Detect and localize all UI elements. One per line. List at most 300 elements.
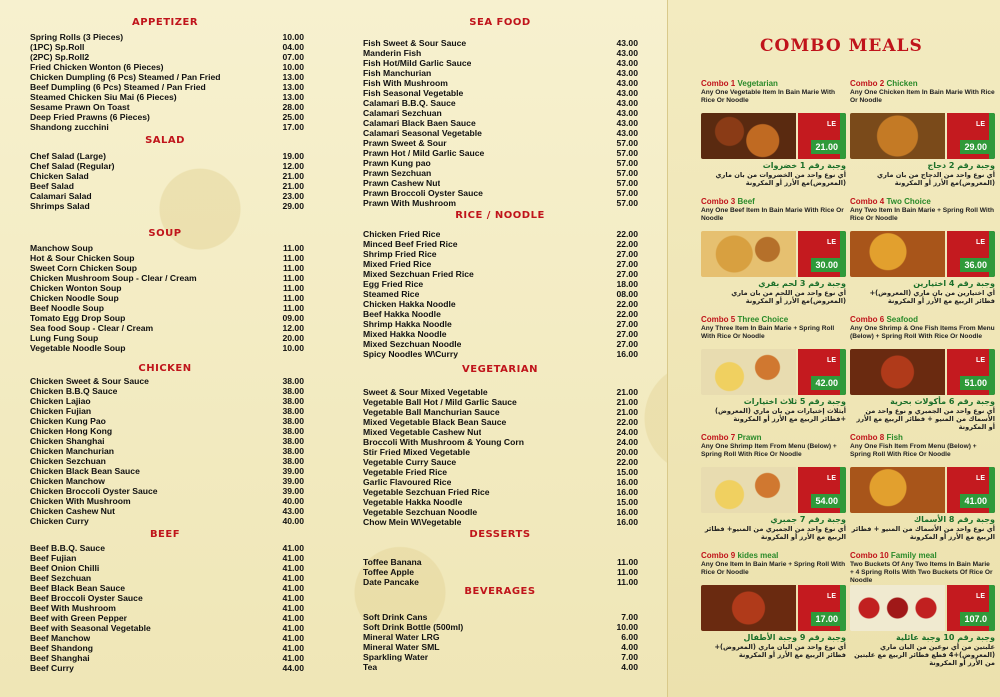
- combo-heading: [701, 197, 846, 207]
- menu-item-name: Prawn Sezchuan: [363, 168, 432, 178]
- menu-item-price: 21.00: [616, 387, 638, 397]
- section-title-chicken: CHICKEN: [138, 363, 192, 374]
- menu-item: [30, 553, 304, 563]
- menu-item-name: Prawn Broccoli Oyster Sauce: [363, 188, 483, 198]
- combo-card[interactable]: [850, 197, 995, 313]
- menu-item-name: Egg Fried Rice: [363, 279, 424, 289]
- menu-item-price: 57.00: [616, 168, 638, 178]
- menu-item-name: Toffee Banana: [363, 557, 422, 567]
- section-title-vegetarian: VEGETARIAN: [462, 364, 538, 375]
- combo-name: Family meal: [890, 551, 937, 560]
- menu-item: [363, 497, 638, 507]
- combo-price: 42.00: [811, 376, 842, 390]
- combo-photo: [701, 467, 846, 513]
- menu-item-name: Steamed Rice: [363, 289, 420, 299]
- menu-item-name: Steamed Chicken Siu Mai (6 Pieces): [30, 92, 177, 102]
- menu-item: [30, 456, 304, 466]
- food-image: [701, 113, 796, 159]
- menu-item-price: 28.00: [282, 102, 304, 112]
- menu-item-price: 12.00: [282, 161, 304, 171]
- menu-item-name: Chicken Noodle Soup: [30, 293, 119, 303]
- menu-item: [363, 269, 638, 279]
- combo-photo: [701, 113, 846, 159]
- menu-item: [30, 376, 304, 386]
- menu-item-name: Mixed Fried Rice: [363, 259, 432, 269]
- menu-item-price: 15.00: [616, 467, 638, 477]
- combo-arabic-description: أي نوع واحد من البان ماري (المعروض)+ فطائر الربيع مع الأرز أو المكرونة: [714, 643, 846, 659]
- menu-item: [30, 573, 304, 583]
- combo-number: Combo 9: [701, 551, 736, 560]
- menu-item-name: Chef Salad (Regular): [30, 161, 115, 171]
- menu-item: [363, 168, 638, 178]
- menu-item: [363, 417, 638, 427]
- menu-item-name: Chicken Sweet & Sour Sauce: [30, 376, 149, 386]
- menu-item-price: 10.00: [282, 343, 304, 353]
- combo-name: Fish: [886, 433, 903, 442]
- combo-number: Combo 2: [850, 79, 885, 88]
- menu-item-price: 40.00: [282, 496, 304, 506]
- menu-item-name: Chicken Hakka Noodle: [363, 299, 456, 309]
- combo-heading: [701, 315, 846, 325]
- combo-card[interactable]: [701, 197, 846, 313]
- menu-item-name: Chicken Salad: [30, 171, 89, 181]
- combo-description: Any One Shrimp Item From Menu (Below) + Spring Roll With Rice Or Noodle: [701, 443, 837, 458]
- menu-item-price: 13.00: [282, 82, 304, 92]
- menu-item-price: 13.00: [282, 92, 304, 102]
- menu-item: [363, 58, 638, 68]
- menu-item-name: Beef With Mushroom: [30, 603, 116, 613]
- menu-item-price: 24.00: [616, 437, 638, 447]
- menu-item: [30, 486, 304, 496]
- menu-item-price: 57.00: [616, 188, 638, 198]
- menu-item: [363, 437, 638, 447]
- menu-item: [30, 593, 304, 603]
- menu-item: [30, 243, 304, 253]
- menu-item-name: Chicken Fujian: [30, 406, 92, 416]
- menu-item: [363, 407, 638, 417]
- menu-item-name: Beef Shanghai: [30, 653, 90, 663]
- menu-item: [363, 289, 638, 299]
- combo-photo: [850, 467, 995, 513]
- combo-arabic-description: علبتين من أي نوعين من البان ماري (المعروض)+4 قطع فطائر الربيع مع علبتين من الأرز أو المكرونة: [854, 643, 995, 667]
- menu-item-price: 41.00: [282, 623, 304, 633]
- menu-item-price: 27.00: [616, 269, 638, 279]
- menu-item-price: 57.00: [616, 158, 638, 168]
- menu-item: [30, 32, 304, 42]
- menu-item-price: 20.00: [616, 447, 638, 457]
- combo-photo: [850, 113, 995, 159]
- menu-item-name: Chicken Sezchuan: [30, 456, 106, 466]
- combo-card[interactable]: [701, 79, 846, 195]
- menu-item: [363, 447, 638, 457]
- combo-name: Vegetarian: [737, 79, 778, 88]
- menu-item-price: 43.00: [616, 78, 638, 88]
- menu-item-price: 16.00: [616, 487, 638, 497]
- menu-item-name: Chicken With Mushroom: [30, 496, 131, 506]
- menu-item-name: Sweet Corn Chicken Soup: [30, 263, 137, 273]
- menu-item: [363, 188, 638, 198]
- menu-item-name: Chicken Broccoli Oyster Sauce: [30, 486, 158, 496]
- combo-arabic-title: وجبة رقم 6 مأكولات بحرية: [890, 397, 995, 406]
- combo-description: Any One Beef Item In Bain Marie With Rice Or Noodle: [701, 207, 844, 222]
- watermark: ​: [166, 564, 194, 603]
- menu-item: [30, 406, 304, 416]
- list-vegetarian: [363, 387, 638, 527]
- menu-item: [30, 543, 304, 553]
- menu-item-name: Beef Shandong: [30, 643, 94, 653]
- menu-item-name: Prawn Hot / Mild Garlic Sauce: [363, 148, 485, 158]
- combo-name: Three Choice: [737, 315, 789, 324]
- menu-item: [363, 477, 638, 487]
- menu-item-name: Chicken Lajiao: [30, 396, 91, 406]
- food-image: [701, 585, 796, 631]
- menu-item-price: 07.00: [282, 52, 304, 62]
- menu-item-name: Beef Salad: [30, 181, 74, 191]
- combo-price: 29.00: [960, 140, 991, 154]
- menu-item: [363, 467, 638, 477]
- menu-item-name: Mineral Water LRG: [363, 632, 440, 642]
- combo-description: Any One Chicken Item In Bain Marie With Rice Or Noodle: [850, 89, 995, 104]
- menu-item: [363, 229, 638, 239]
- menu-item-price: 41.00: [282, 583, 304, 593]
- menu-item-name: Prawn Cashew Nut: [363, 178, 441, 188]
- combo-card[interactable]: [701, 315, 846, 431]
- menu-item-name: Shrimp Hakka Noodle: [363, 319, 452, 329]
- currency-label: LE: [827, 121, 836, 128]
- food-image: [850, 585, 945, 631]
- menu-item-price: 43.00: [616, 118, 638, 128]
- menu-item-price: 12.00: [282, 323, 304, 333]
- section-title-beverages: BEVERAGES: [464, 586, 536, 597]
- menu-item: [363, 319, 638, 329]
- menu-item-price: 22.00: [616, 299, 638, 309]
- menu-column-1: [0, 0, 330, 697]
- menu-item-price: 11.00: [282, 253, 304, 263]
- combo-heading: [850, 551, 995, 561]
- combo-card[interactable]: [850, 551, 995, 667]
- menu-item-price: 43.00: [282, 506, 304, 516]
- menu-item: [30, 653, 304, 663]
- menu-item-name: Mixed Sezchuan Noodle: [363, 339, 462, 349]
- menu-item: [30, 171, 304, 181]
- menu-item-name: Chicken Mushroom Soup - Clear / Cream: [30, 273, 197, 283]
- menu-item-name: Mixed Hakka Noodle: [363, 329, 447, 339]
- menu-item-name: Fish With Mushroom: [363, 78, 448, 88]
- menu-item-price: 43.00: [616, 98, 638, 108]
- menu-item: [363, 38, 638, 48]
- menu-item-price: 4.00: [621, 642, 638, 652]
- menu-item: [30, 191, 304, 201]
- menu-item: [30, 563, 304, 573]
- food-image: [850, 231, 945, 277]
- combo-card[interactable]: [701, 551, 846, 667]
- combo-arabic-title: وجبة رقم 8 الأسماك: [913, 515, 995, 524]
- menu-item: [363, 148, 638, 158]
- menu-item-name: Calamari Seasonal Vegetable: [363, 128, 482, 138]
- menu-item-price: 4.00: [621, 662, 638, 672]
- menu-item-name: Shandong zucchini: [30, 122, 109, 132]
- menu-item: [363, 487, 638, 497]
- menu-item-price: 21.00: [282, 181, 304, 191]
- menu-item-price: 43.00: [616, 68, 638, 78]
- menu-item-price: 11.00: [616, 567, 638, 577]
- combo-heading: [701, 433, 846, 443]
- menu-item-price: 21.00: [616, 407, 638, 417]
- menu-item-name: Chicken Shanghai: [30, 436, 105, 446]
- menu-item-name: Garlic Flavoured Rice: [363, 477, 452, 487]
- currency-label: LE: [976, 593, 985, 600]
- menu-item: [30, 102, 304, 112]
- menu-item-name: Manchow Soup: [30, 243, 94, 253]
- menu-item-price: 27.00: [616, 319, 638, 329]
- menu-item-name: Beef Fujian: [30, 553, 77, 563]
- menu-item-price: 39.00: [282, 486, 304, 496]
- menu-item-price: 41.00: [282, 563, 304, 573]
- combo-description: Any One Fish Item From Menu (Below) + Spring Roll With Rice Or Noodle: [850, 443, 977, 458]
- combo-card[interactable]: [850, 315, 995, 431]
- combo-arabic-description: أي نوع واحد من الجمبري من المنيو+ فطائر الربيع مع الأرز أو المكرونة: [704, 525, 846, 541]
- food-image: [701, 231, 796, 277]
- menu-item-price: 38.00: [282, 376, 304, 386]
- menu-item-price: 41.00: [282, 543, 304, 553]
- combo-arabic-title: وجبة رقم 7 جمبري: [770, 515, 846, 524]
- combo-arabic-title: وجبة رقم 5 ثلاث اختيارات: [743, 397, 846, 406]
- menu-item: [30, 333, 304, 343]
- menu-item-name: Beef Black Bean Sauce: [30, 583, 126, 593]
- menu-item-name: Mineral Water SML: [363, 642, 440, 652]
- section-title-soup: SOUP: [148, 228, 182, 239]
- combo-name: Beef: [737, 197, 755, 206]
- menu-item: [363, 397, 638, 407]
- menu-item: [363, 349, 638, 359]
- menu-item-price: 11.00: [282, 273, 304, 283]
- combo-description: Any Three Item In Bain Marie + Spring Roll With Rice Or Noodle: [701, 325, 835, 340]
- menu-item-name: Shrimps Salad: [30, 201, 90, 211]
- menu-item-price: 43.00: [616, 38, 638, 48]
- menu-item-price: 11.00: [282, 303, 304, 313]
- menu-item: [30, 496, 304, 506]
- menu-item: [30, 426, 304, 436]
- menu-item-name: (2PC) Sp.Roll2: [30, 52, 90, 62]
- currency-label: LE: [827, 357, 836, 364]
- menu-item-price: 10.00: [282, 32, 304, 42]
- combo-arabic-title: وجبة رقم 3 لحم بقري: [758, 279, 846, 288]
- menu-item-name: Chicken Hong Kong: [30, 426, 113, 436]
- menu-item: [363, 622, 638, 632]
- combo-photo: [701, 349, 846, 395]
- combo-price: 36.00: [960, 258, 991, 272]
- menu-item: [30, 161, 304, 171]
- menu-item-price: 39.00: [282, 476, 304, 486]
- menu-item: [363, 632, 638, 642]
- menu-item-price: 20.00: [282, 333, 304, 343]
- menu-item: [363, 652, 638, 662]
- menu-item: [30, 62, 304, 72]
- menu-item-name: Vegetable Ball Hot / Mild Garlic Sauce: [363, 397, 517, 407]
- list-seafood: [363, 38, 638, 208]
- menu-item-price: 22.00: [616, 309, 638, 319]
- menu-item-price: 38.00: [282, 416, 304, 426]
- menu-item-name: Chicken Fried Rice: [363, 229, 441, 239]
- menu-item-price: 41.00: [282, 603, 304, 613]
- section-title-salad: SALAD: [145, 135, 185, 146]
- menu-item: [363, 118, 638, 128]
- combo-heading: [850, 79, 995, 89]
- menu-item: [363, 259, 638, 269]
- combo-number: Combo 10: [850, 551, 889, 560]
- menu-item: [30, 273, 304, 283]
- menu-item: [30, 643, 304, 653]
- menu-item-name: Soft Drink Bottle (500ml): [363, 622, 464, 632]
- menu-item-price: 41.00: [282, 613, 304, 623]
- menu-item-name: Tea: [363, 662, 378, 672]
- menu-item: [30, 446, 304, 456]
- menu-item: [30, 122, 304, 132]
- menu-item: [30, 72, 304, 82]
- menu-item: [363, 642, 638, 652]
- menu-item-name: Beef Broccoli Oyster Sauce: [30, 593, 143, 603]
- menu-item-name: Fried Chicken Wonton (6 Pieces): [30, 62, 164, 72]
- menu-item-price: 16.00: [616, 517, 638, 527]
- combo-arabic-description: أي نوع واحد من اللحم من بان ماري (المعروض)مع الأرز أو المكرونة: [731, 289, 846, 305]
- menu-item-price: 15.00: [616, 497, 638, 507]
- menu-item-name: Beef Onion Chilli: [30, 563, 100, 573]
- menu-item-price: 43.00: [616, 58, 638, 68]
- combo-arabic-title: وجبة رقم 9 وجبة الأطفال: [743, 633, 846, 642]
- menu-item-name: Chicken Curry: [30, 516, 89, 526]
- menu-item-name: Vegetable Curry Sauce: [363, 457, 457, 467]
- menu-item-name: Lung Fung Soup: [30, 333, 99, 343]
- combo-heading: [850, 315, 995, 325]
- menu-item-name: Manderin Fish: [363, 48, 422, 58]
- menu-item: [30, 283, 304, 293]
- menu-item-price: 40.00: [282, 516, 304, 526]
- menu-item: [30, 52, 304, 62]
- menu-item: [30, 303, 304, 313]
- menu-item-name: Spicy Noodles W\Curry: [363, 349, 459, 359]
- menu-item: [30, 476, 304, 486]
- menu-item-price: 27.00: [616, 259, 638, 269]
- menu-item: [30, 416, 304, 426]
- menu-item: [30, 253, 304, 263]
- menu-item-price: 27.00: [616, 339, 638, 349]
- combo-card[interactable]: [850, 433, 995, 549]
- menu-item: [363, 427, 638, 437]
- menu-item-price: 22.00: [616, 457, 638, 467]
- menu-item-price: 41.00: [282, 633, 304, 643]
- list-soup: [30, 243, 304, 353]
- combo-price: 21.00: [811, 140, 842, 154]
- menu-item-name: Sweet & Sour Mixed Vegetable: [363, 387, 488, 397]
- menu-item-name: Chicken Dumpling (6 Pcs) Steamed / Pan Fried: [30, 72, 221, 82]
- menu-item-name: Beef Dumpling (6 Pcs) Steamed / Pan Fried: [30, 82, 206, 92]
- menu-item: [363, 567, 638, 577]
- menu-item-price: 38.00: [282, 436, 304, 446]
- menu-item-price: 38.00: [282, 406, 304, 416]
- combo-name: Chicken: [886, 79, 918, 88]
- menu-item: [30, 343, 304, 353]
- menu-item-price: 7.00: [621, 652, 638, 662]
- menu-item-name: Hot & Sour Chicken Soup: [30, 253, 135, 263]
- menu-item: [30, 466, 304, 476]
- menu-item-name: Chicken Kung Pao: [30, 416, 106, 426]
- menu-item-name: Tomato Egg Drop Soup: [30, 313, 126, 323]
- combo-number: Combo 4: [850, 197, 885, 206]
- menu-item-name: Sesame Prawn On Toast: [30, 102, 130, 112]
- menu-item-price: 41.00: [282, 573, 304, 583]
- currency-label: LE: [827, 239, 836, 246]
- combo-price: 30.00: [811, 258, 842, 272]
- menu-item: [30, 623, 304, 633]
- menu-item-name: Calamari Black Baen Sauce: [363, 118, 476, 128]
- menu-item: [30, 323, 304, 333]
- section-title-appetizer: APPETIZER: [131, 17, 199, 28]
- combo-description: Any One Vegetable Item In Bain Marie With Rice Or Noodle: [701, 89, 836, 104]
- combo-heading: [701, 551, 846, 561]
- menu-item-name: Fish Sweet & Sour Sauce: [363, 38, 467, 48]
- menu-item-name: Vegetable Sezchuan Fried Rice: [363, 487, 490, 497]
- food-image: [701, 349, 796, 395]
- list-rice-noodle: [363, 229, 638, 359]
- menu-item: [363, 98, 638, 108]
- menu-item-price: 11.00: [282, 293, 304, 303]
- combo-photo: [850, 349, 995, 395]
- menu-item-price: 41.00: [282, 553, 304, 563]
- menu-item-name: Vegetable Sezchuan Noodle: [363, 507, 478, 517]
- menu-item: [363, 48, 638, 58]
- list-beef: [30, 543, 304, 673]
- menu-item: [363, 299, 638, 309]
- menu-item-price: 38.00: [282, 426, 304, 436]
- currency-label: LE: [976, 475, 985, 482]
- combo-number: Combo 1: [701, 79, 736, 88]
- menu-item-price: 7.00: [621, 612, 638, 622]
- combo-number: Combo 3: [701, 197, 736, 206]
- combo-arabic-description: أي اختيارين من بان ماري (المعروض)+ فطائر الربيع مع الأرز أو المكرونة: [869, 289, 995, 305]
- menu-item: [30, 436, 304, 446]
- menu-item: [363, 239, 638, 249]
- menu-item-price: 27.00: [616, 329, 638, 339]
- menu-item-name: Prawn Sweet & Sour: [363, 138, 447, 148]
- menu-item: [30, 396, 304, 406]
- menu-item: [363, 457, 638, 467]
- menu-item-name: Beef with Seasonal Vegetable: [30, 623, 151, 633]
- currency-label: LE: [827, 475, 836, 482]
- menu-item: [30, 201, 304, 211]
- menu-item-price: 16.00: [616, 349, 638, 359]
- menu-item: [30, 263, 304, 273]
- menu-item: [30, 181, 304, 191]
- menu-item: [363, 128, 638, 138]
- menu-item: [363, 68, 638, 78]
- combo-photo: [850, 231, 995, 277]
- combo-card[interactable]: [850, 79, 995, 195]
- menu-item-price: 57.00: [616, 138, 638, 148]
- menu-item-name: Date Pancake: [363, 577, 419, 587]
- menu-item-price: 08.00: [616, 289, 638, 299]
- food-image: [850, 349, 945, 395]
- combo-arabic-description: أي نوع واحد من الخضروات من بان ماري (المعروض)مع الأرز أو المكرونة: [715, 171, 846, 187]
- combo-card[interactable]: [701, 433, 846, 549]
- combo-photo: [701, 231, 846, 277]
- menu-column-2: [335, 0, 665, 697]
- menu-item: [363, 339, 638, 349]
- menu-item-price: 10.00: [616, 622, 638, 632]
- combo-price: 51.00: [960, 376, 991, 390]
- menu-item-price: 38.00: [282, 446, 304, 456]
- menu-item-name: Chow Mein W\Vegetable: [363, 517, 462, 527]
- menu-item-price: 57.00: [616, 198, 638, 208]
